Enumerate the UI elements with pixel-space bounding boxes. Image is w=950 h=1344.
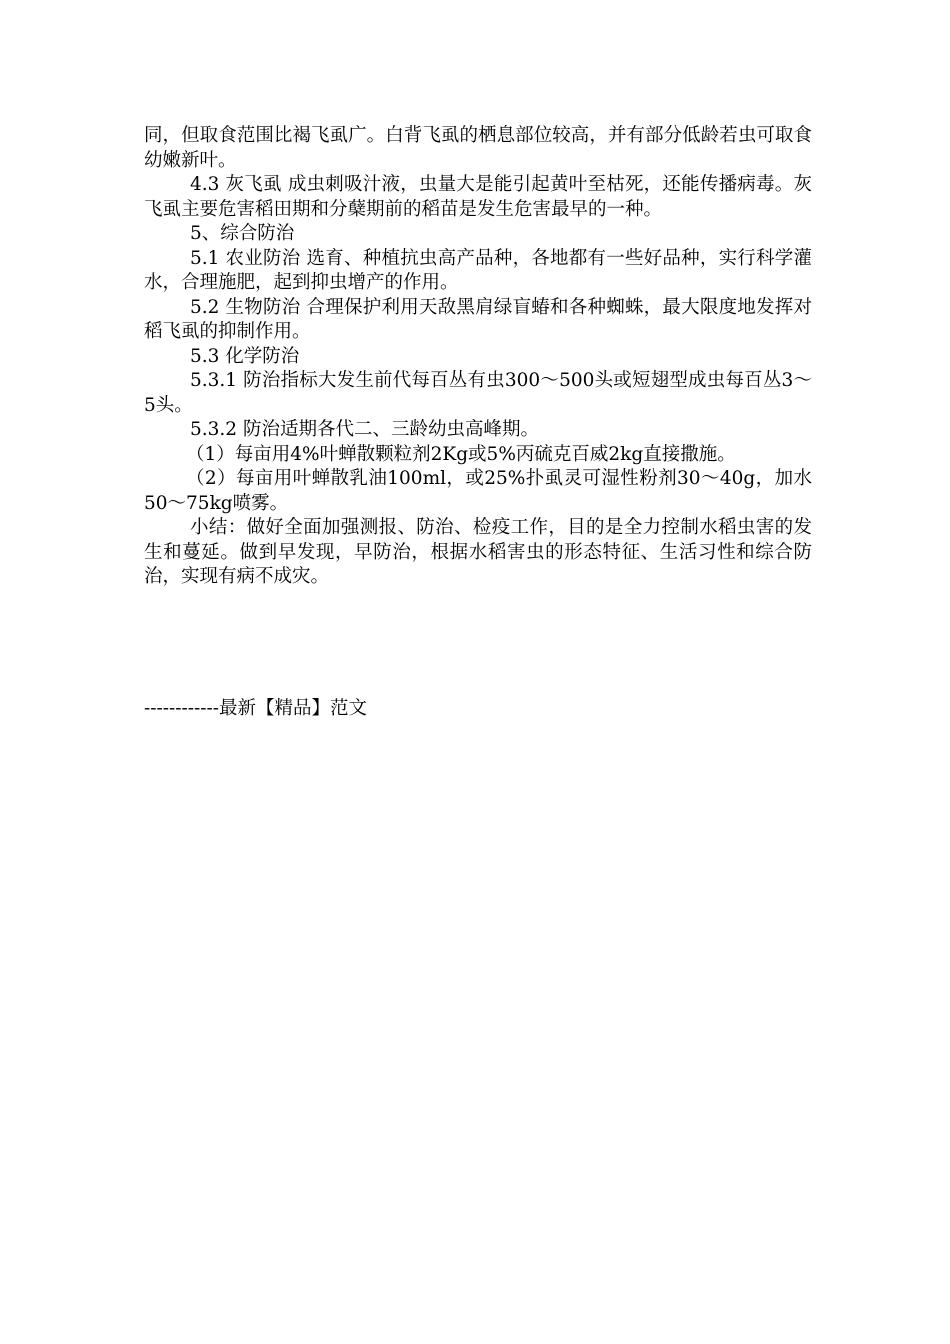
- heading-5-integrated-control: 5、综合防治: [190, 223, 295, 244]
- paragraph-summary: 小结：做好全面加强测报、防治、检疫工作，目的是全力控制水稻虫害的发生和蔓延。做到早发现，早防治，根据水稻害虫的形态特征、生活习性和综合防治，实现有病不成灾。: [144, 517, 812, 587]
- paragraph-5-1-agricultural-control: 5.1 农业防治 选育、种植抗虫高产品种，各地都有一些好品种，实行科学灌水，合理施肥，起到抑虫增产的作用。: [144, 247, 812, 293]
- list-item-2: （2）每亩用叶蝉散乳油100ml，或25%扑虱灵可湿性粉剂30～40g，加水50～75kg喷雾。: [144, 468, 812, 514]
- paragraph-5-3-1-control-index: 5.3.1 防治指标大发生前代每百丛有虫300～500头或短翅型成虫每百丛3～5头。: [144, 370, 812, 416]
- paragraph-continuation: 同，但取食范围比褐飞虱广。白背飞虱的栖息部位较高，并有部分低龄若虫可取食幼嫩新叶。: [144, 125, 812, 171]
- paragraph-4-3-gray-planthopper: 4.3 灰飞虱 成虫刺吸汁液，虫量大是能引起黄叶至枯死，还能传播病毒。灰飞虱主要危害稻田期和分蘖期前的稻苗是发生危害最早的一种。: [144, 174, 812, 220]
- document-body: [144, 124, 812, 590]
- list-item-1: （1）每亩用4%叶蝉散颗粒剂2Kg或5%丙硫克百威2kg直接撒施。: [186, 443, 736, 465]
- footer-label: ------------最新【精品】范文: [144, 698, 368, 719]
- heading-5-3-chemical-control: 5.3 化学防治: [190, 345, 300, 367]
- paragraph-5-2-biological-control: 5.2 生物防治 合理保护利用天敌黑肩绿盲蝽和各种蜘蛛，最大限度地发挥对稻飞虱的抑制作用。: [144, 296, 812, 342]
- paragraph-5-3-2-control-period: 5.3.2 防治适期各代二、三龄幼虫高峰期。: [190, 419, 539, 440]
